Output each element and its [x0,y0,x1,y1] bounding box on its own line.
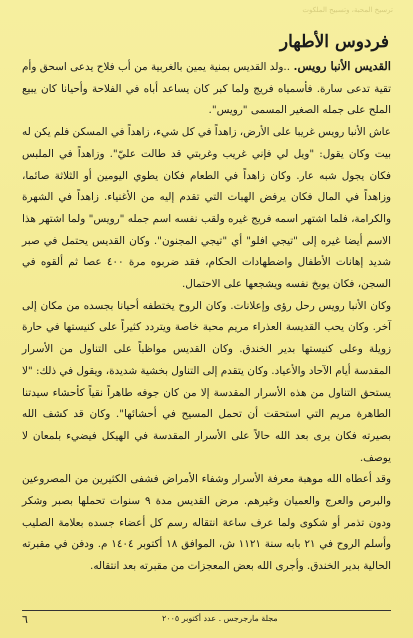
saint-name: القديس الأنبا رويس. [293,59,391,73]
intro-text: ..ولد القديس بمنية يمين بالغربية من أب فلاح يدعى اسحق وأم تقية تدعى سارة. فأسمياه فريج ولما كبر كان يساعد أباه في الفلاحة وأحيانا كان يبيع الملح على جمله الصغير المسمى "رويس". [22,61,391,117]
magazine-issue: مجلة مارجرجس . عدد أكتوبر ٢٠٠٥ [162,614,278,623]
paragraph-visions: وكان الأنبا رويس رحل رؤى وإعلانات. وكان الروح يختطفه أحيانا بجسده من مكان إلى آخر. وكان يحب القديسة العذراء مريم محبة خاصة ويتردد كثيراً على كنيستها في حارة زويلة وعلى كنيستها بدير الخندق. وكان القديس مواظباً على التناول من الأسرار المقدسة أيام الآحاد والأعياد. وكان يتقدم إلى التناول بخشية شديدة، ويقول في ذلك: "لا يستحق التناول من هذه الأسرار المقدسة إلا من كان جوفه طاهراً نقياً كأحشاء سيدتنا الطاهرة مريم التي استحقت أن تحمل المسيح في أحشائها". وكان قد كشف الله بصيرته فكان يرى بعد الله حالاً على الأسرار المقدسة في الهيكل فيضيء بلمعان لا يوصف. [22,299,391,464]
paragraph-intro [22,56,391,122]
page-title: فردوس الأطهار [279,32,389,52]
page-footer [22,610,391,628]
article-body [22,56,391,578]
bleed-through-text: ترسيخ المحبة، وتسبيح الملكوت [302,6,393,14]
paragraph-asceticism: عاش الأنبا رويس غريبا على الأرض، زاهداً في كل شيء، زاهداً في المسكن فلم يكن له بيت وكان يقول: "ويل لي فإني غريب وغربتي قد طالت عليّ". وزاهداً في الملبس فكان يجول شبه عار. وكان زاهداً في الطعام فكان يطوي اليومين أو الثلاثة صائما، وزاهداً في المال فكان يرفض الهبات التي تقدم إليه من الأغنياء. زاهداً في الشهرة والكرامة، فلما اشتهر اسمه فريج غيره ولقب نفسه اسم جمله "رويس" ولما اشتهر هذا الاسم أيضا غيره إلى "تيجي افلو" أي "تيجي المجنون". وكان القديس يحتمل في صبر شديد إهانات الأطفال واضطهادات الحكام، فقد ضربوه مرة ٤٠٠ عصا ثم ألقوه في السجن، فكان يوبخ نفسه ويشجعها على الاحتمال. [22,126,391,291]
paragraph-miracles: وقد أعطاه الله موهبة معرفة الأسرار وشفاء الأمراض فشفى الكثيرين من المصروعين والبرص والعرج والعميان وغيرهم. مرض القديس مدة ٩ سنوات تحملها بصبر وشكر ودون تذمر أو شكوى ولما عرف ساعة انتقاله رسم كل أعضاء جسده بعلامة الصليب وأسلم الروح في ٢١ بابه سنة ١١٢١ ش، الموافق ١٨ أكتوبر ١٤٠٤ م. ودفن في مقبرته الحالية بدير الخندق. وأجرى الله بعض المعجزات من مقبرته بعد انتقاله. [22,473,391,573]
page-number: ٦ [22,613,28,626]
